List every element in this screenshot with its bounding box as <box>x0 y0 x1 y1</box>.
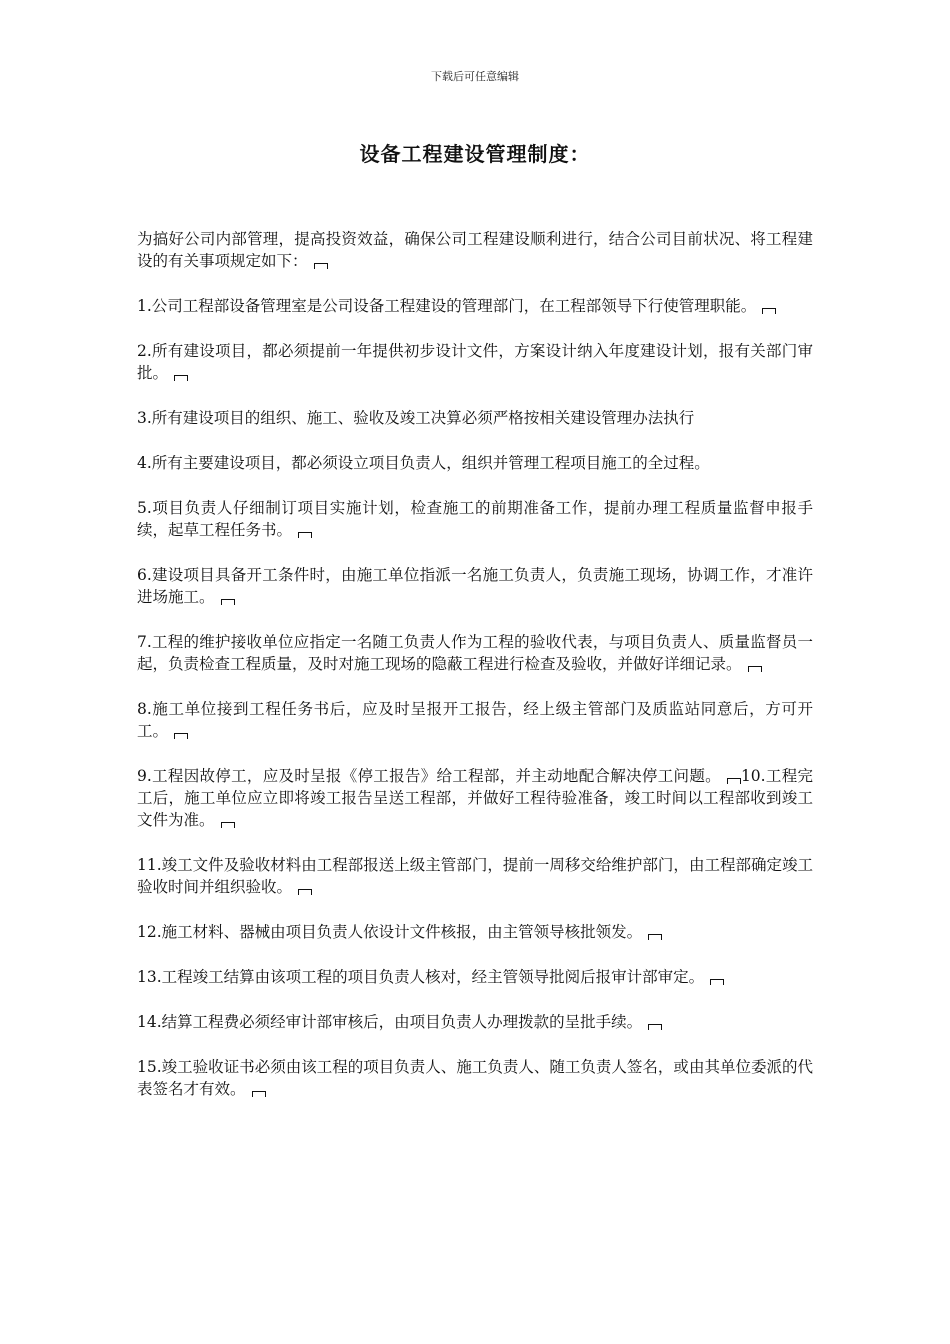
paragraph-item-12 <box>137 921 813 943</box>
paragraph-mark-icon <box>298 889 312 895</box>
paragraph-text: 4.所有主要建设项目，都必须设立项目负责人，组织并管理工程项目施工的全过程。 <box>137 454 710 472</box>
paragraph-text: 5.项目负责人仔细制订项目实施计划，检查施工的前期准备工作，提前办理工程质量监督申报手续，起草工程任务书。 <box>137 499 813 539</box>
paragraph-text: 12.施工材料、器械由项目负责人依设计文件核报，由主管领导核批领发。 <box>137 923 643 941</box>
paragraph-mark-icon <box>174 733 188 739</box>
paragraph-text: 2.所有建设项目，都必须提前一年提供初步设计文件，方案设计纳入年度建设计划，报有关部门审批。 <box>137 342 813 382</box>
paragraph-text: 9.工程因故停工，应及时呈报《停工报告》给工程部，并主动地配合解决停工问题。 <box>137 767 721 785</box>
paragraph-text: 13.工程竣工结算由该项工程的项目负责人核对，经主管领导批阅后报审计部审定。 <box>137 968 705 986</box>
paragraph-text: 8.施工单位接到工程任务书后，应及时呈报开工报告，经上级主管部门及质监站同意后，方可开工。 <box>137 700 813 740</box>
paragraph-mark-icon <box>648 1024 662 1030</box>
paragraph-item-9-10 <box>137 765 813 831</box>
paragraph-mark-icon <box>748 666 762 672</box>
paragraph-mark-icon <box>727 778 741 784</box>
paragraph-item-15 <box>137 1056 813 1100</box>
paragraph-item-13 <box>137 966 813 988</box>
paragraph-item-6 <box>137 564 813 608</box>
paragraph-text: 10.工程完工后，施工单位应立即将竣工报告呈送工程部，并做好工程待验准备，竣工时间以工程部收到竣工文件为准。 <box>137 767 813 829</box>
page-header-note: 下载后可任意编辑 <box>431 70 519 83</box>
paragraph-text: 3.所有建设项目的组织、施工、验收及竣工决算必须严格按相关建设管理办法执行 <box>137 409 695 427</box>
paragraph-text: 14.结算工程费必须经审计部审核后，由项目负责人办理拨款的呈批手续。 <box>137 1013 643 1031</box>
paragraph-intro <box>137 228 813 272</box>
paragraph-mark-icon <box>314 263 328 269</box>
paragraph-item-11 <box>137 854 813 898</box>
paragraph-item-8 <box>137 698 813 742</box>
paragraph-item-1 <box>137 295 813 317</box>
paragraph-item-3 <box>137 407 813 429</box>
paragraph-text: 7.工程的维护接收单位应指定一名随工负责人作为工程的验收代表，与项目负责人、质量监督员一起，负责检查工程质量，及时对施工现场的隐蔽工程进行检查及验收，并做好详细记录。 <box>137 633 813 673</box>
paragraph-mark-icon <box>298 532 312 538</box>
paragraph-item-2 <box>137 340 813 384</box>
paragraph-mark-icon <box>762 308 776 314</box>
paragraph-mark-icon <box>710 979 724 985</box>
paragraph-mark-icon <box>221 822 235 828</box>
document-body <box>137 228 813 1123</box>
paragraph-text: 为搞好公司内部管理，提高投资效益，确保公司工程建设顺利进行，结合公司目前状况、将工程建设的有关事项规定如下： <box>137 230 813 270</box>
paragraph-item-5 <box>137 497 813 541</box>
paragraph-mark-icon <box>221 599 235 605</box>
paragraph-item-4 <box>137 452 813 474</box>
paragraph-mark-icon <box>174 375 188 381</box>
document-title: 设备工程建设管理制度： <box>359 142 591 166</box>
paragraph-text: 6.建设项目具备开工条件时，由施工单位指派一名施工负责人，负责施工现场，协调工作，才准许进场施工。 <box>137 566 813 606</box>
paragraph-text: 11.竣工文件及验收材料由工程部报送上级主管部门，提前一周移交给维护部门，由工程部确定竣工验收时间并组织验收。 <box>137 856 813 896</box>
paragraph-text: 15.竣工验收证书必须由该工程的项目负责人、施工负责人、随工负责人签名，或由其单位委派的代表签名才有效。 <box>137 1058 813 1098</box>
paragraph-mark-icon <box>252 1091 266 1097</box>
paragraph-item-14 <box>137 1011 813 1033</box>
paragraph-text: 1.公司工程部设备管理室是公司设备工程建设的管理部门，在工程部领导下行使管理职能。 <box>137 297 757 315</box>
paragraph-item-7 <box>137 631 813 675</box>
paragraph-mark-icon <box>648 934 662 940</box>
